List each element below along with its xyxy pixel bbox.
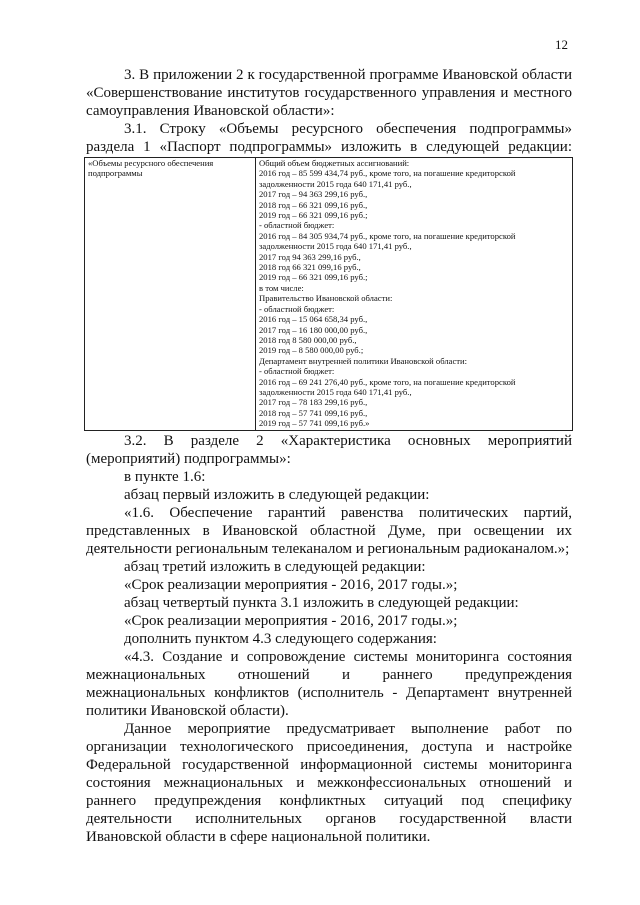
table-line: 2018 год 66 321 099,16 руб., — [259, 262, 361, 273]
paragraph-quote-1-6: «1.6. Обеспечение гарантий равенства политических партий, представленных в Ивановской областной Думе, при освещении их деятельности региональным телеканалом и региональным радиоканалом.»; — [86, 504, 572, 557]
paragraph-fourth-abzac: абзац четвертый пункта 3.1 изложить в следующей редакции: — [124, 594, 519, 611]
table-line: 2019 год – 66 321 099,16 руб.; — [259, 210, 368, 221]
table-line: - областной бюджет: — [259, 303, 335, 314]
table-line: 2016 год – 85 599 434,74 руб., кроме того, на погашение кредиторской — [259, 168, 516, 179]
table-label: «Объемы ресурсного обеспечения подпрограммы — [88, 158, 214, 179]
table-line: - областной бюджет: — [259, 220, 335, 231]
table-line: 2019 год – 66 321 099,16 руб.; — [259, 272, 368, 283]
page-number: 12 — [555, 37, 568, 52]
table-label-cell — [85, 158, 256, 431]
paragraph-first-abzac: абзац первый изложить в следующей редакции: — [124, 486, 430, 503]
paragraph-third-abzac: абзац третий изложить в следующей редакции: — [124, 558, 426, 575]
table-line: 2018 год – 66 321 099,16 руб., — [259, 199, 368, 210]
paragraph-quote-4-3: «4.3. Создание и сопровождение системы мониторинга состояния межнациональных отношений и раннего предупреждения межнациональных конфликтов (исполнитель - Департамент внутренней политики Ивановской области). — [86, 648, 572, 719]
table-line: задолженности 2015 года 640 171,41 руб., — [259, 178, 412, 189]
table-line: 2019 год – 57 741 099,16 руб.» — [259, 418, 370, 429]
table-line: - областной бюджет: — [259, 366, 335, 377]
paragraph-item-3: 3. В приложении 2 к государственной программе Ивановской области «Совершенствование институтов государственного управления и местного самоуправления Ивановской области»: — [86, 67, 572, 119]
table-line: 2017 год – 16 180 000,00 руб., — [259, 324, 368, 335]
table-line: в том числе: — [259, 282, 304, 293]
resource-table — [84, 157, 573, 431]
table-line: 2018 год – 57 741 099,16 руб., — [259, 407, 368, 418]
table-line: 2017 год 94 363 299,16 руб., — [259, 251, 361, 262]
table-line: Департамент внутренней политики Ивановской области: — [259, 355, 468, 366]
paragraph-term-2: «Срок реализации мероприятия - 2016, 2017 годы.»; — [124, 612, 458, 629]
paragraph-term-1: «Срок реализации мероприятия - 2016, 2017 годы.»; — [124, 576, 458, 593]
table-line: 2017 год – 94 363 299,16 руб., — [259, 189, 368, 200]
table-line: 2016 год – 69 241 276,40 руб., кроме того, на погашение кредиторской — [259, 376, 516, 387]
table-line: 2019 год – 8 580 000,00 руб.; — [259, 345, 364, 356]
table-line: Общий объем бюджетных ассигнований: — [259, 158, 410, 168]
paragraph-item-3-1: 3.1. Строку «Объемы ресурсного обеспечения подпрограммы» раздела 1 «Паспорт подпрограммы» изложить в следующей редакции: — [86, 121, 572, 155]
table-line: 2017 год – 78 183 299,16 руб., — [259, 397, 368, 408]
table-line: 2016 год – 84 305 934,74 руб., кроме того, на погашение кредиторской — [259, 230, 516, 241]
table-line: задолженности 2015 года 640 171,41 руб., — [259, 386, 412, 397]
paragraph-measure-description: Данное мероприятие предусматривает выполнение работ по организации технологического присоединения, доступа и настройке Федеральной государственной информационной системы мониторинга состояния межнациональных и межконфессиональных отношений и раннего предупреждения конфликтных ситуаций под специфику деятельности исполнительных органов государственной власти Ивановской области в сфере национальной политики. — [86, 720, 572, 845]
table-value-cell — [256, 158, 573, 431]
paragraph-add-4-3: дополнить пунктом 4.3 следующего содержания: — [124, 630, 437, 647]
document-body — [86, 66, 572, 846]
table-line: задолженности 2015 года 640 171,41 руб., — [259, 241, 412, 252]
table-line: 2018 год 8 580 000,00 руб., — [259, 334, 357, 345]
table-line: Правительство Ивановской области: — [259, 293, 393, 304]
paragraph-item-3-2: 3.2. В разделе 2 «Характеристика основных мероприятий (мероприятий) подпрограммы»: — [86, 432, 572, 467]
table-row — [85, 158, 573, 431]
table-line: 2016 год – 15 064 658,34 руб., — [259, 314, 368, 325]
paragraph-point-1-6: в пункте 1.6: — [124, 468, 206, 485]
